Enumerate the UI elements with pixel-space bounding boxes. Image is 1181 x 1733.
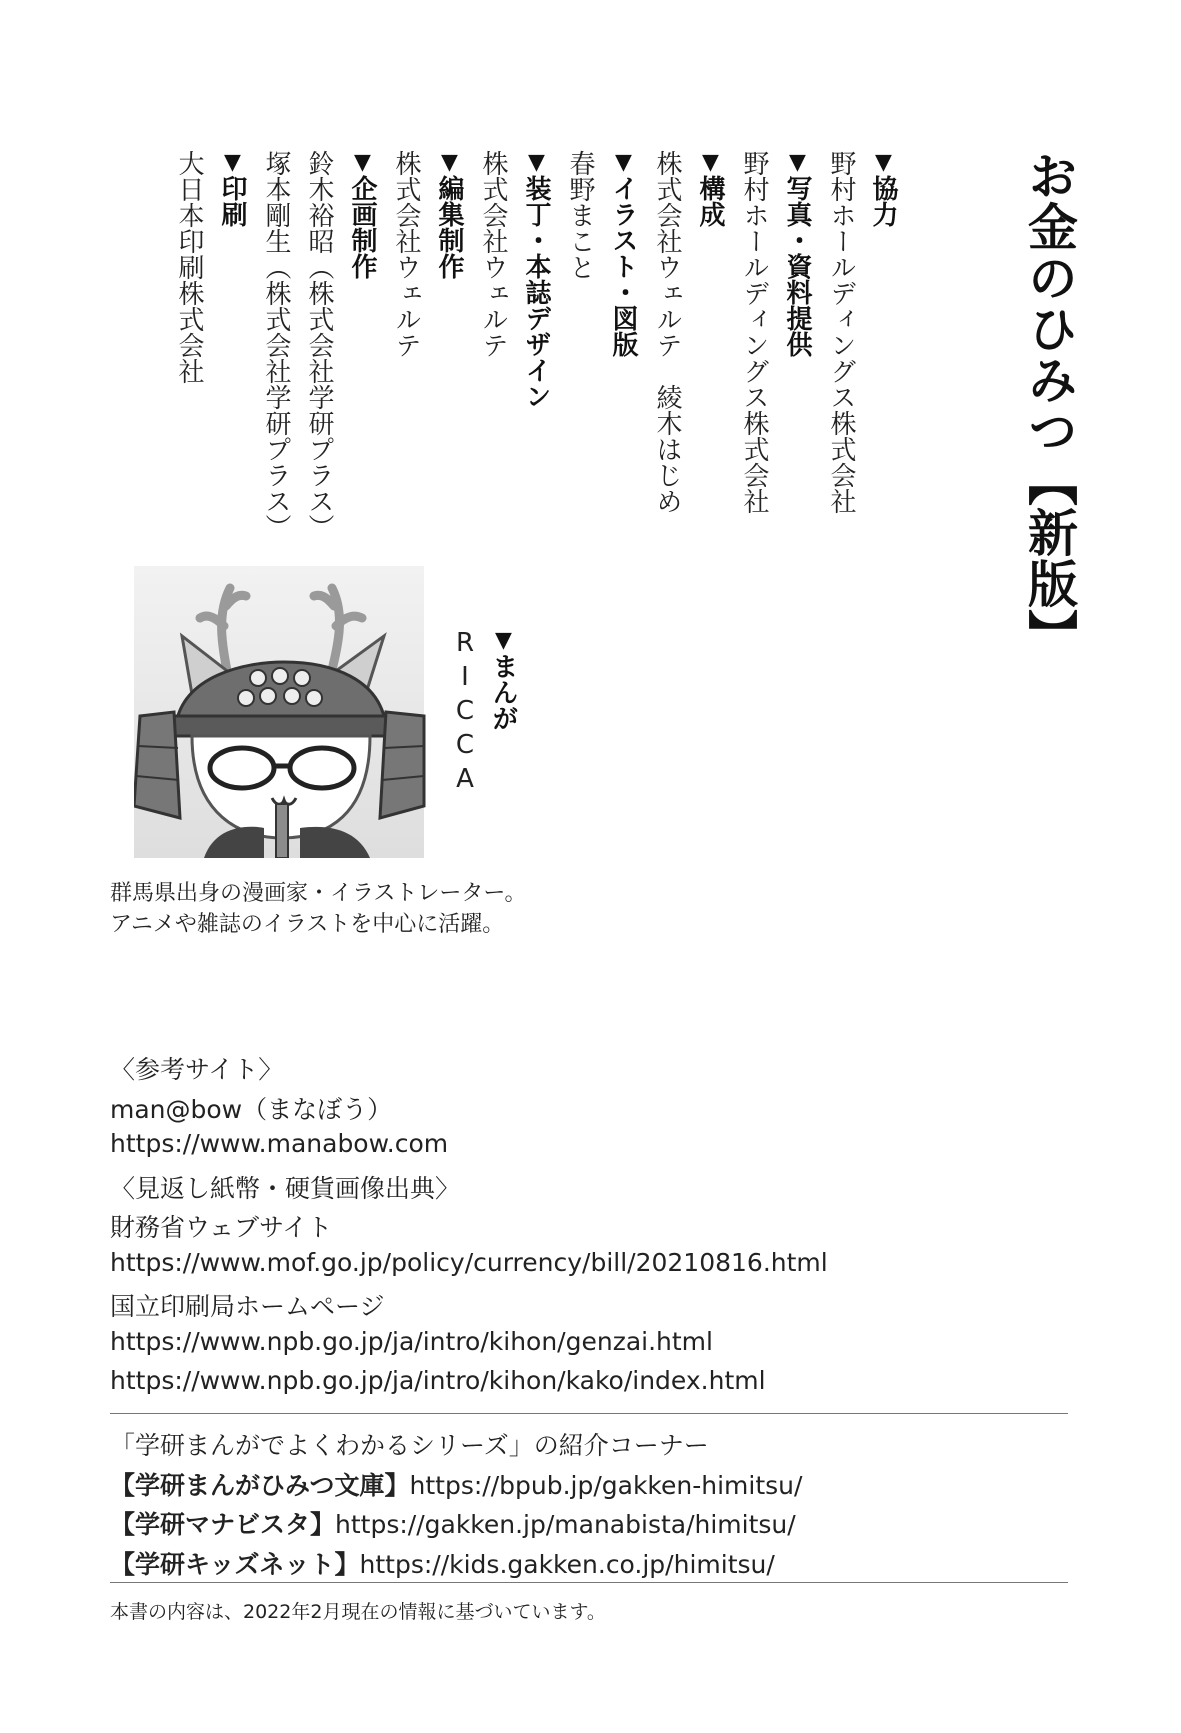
divider [110,1582,1068,1583]
reference-heading: 〈見返し紙幣・硬貨画像出典〉 [110,1174,461,1203]
manga-heading: ▼まんが [488,628,518,731]
samurai-cat-icon [134,566,464,858]
reference-url[interactable]: https://www.mof.go.jp/policy/currency/bill/20210816.html [110,1248,828,1277]
reference-item: man@bow（まなぼう） [110,1095,393,1124]
credit-heading-illust: ▼イラスト・図版 [608,150,638,357]
credit-line: 鈴木裕昭（株式会社学研プラス） [304,150,334,540]
reference-url[interactable]: https://www.manabow.com [110,1129,449,1158]
credit-heading-design: ▼装丁・本誌デザイン [521,150,551,409]
reference-item: 財務省ウェブサイト [110,1213,333,1242]
credit-line: 野村ホールディングス株式会社 [826,150,856,514]
reference-url[interactable]: https://www.npb.go.jp/ja/intro/kihon/kako/index.html [110,1366,766,1395]
series-title: 「学研まんがでよくわかるシリーズ」の紹介コーナー [110,1431,709,1460]
credit-heading-kikaku: ▼企画制作 [347,150,377,279]
series-link[interactable]: 【学研まんがひみつ文庫】https://bpub.jp/gakken-himitsu/ [110,1471,803,1500]
credit-heading-kyoryoku: ▼協力 [868,150,898,227]
artist-profile-line: アニメや雑誌のイラストを中心に活躍。 [110,912,505,937]
credit-heading-kosei: ▼構成 [695,150,725,227]
reference-heading: 〈参考サイト〉 [110,1055,284,1084]
credit-line: 大日本印刷株式会社 [174,150,204,384]
info-date-note: 本書の内容は、2022年2月現在の情報に基づいています。 [110,1601,606,1623]
credit-line: 塚本剛生（株式会社学研プラス） [261,150,291,540]
credit-heading-photo: ▼写真・資料提供 [782,150,812,357]
divider [110,1413,1068,1414]
reference-item: 国立印刷局ホームページ [110,1292,385,1321]
manga-artist: RICCA [450,628,480,798]
book-title: お金のひみつ【新版】 [1020,150,1078,660]
credit-heading-insatsu: ▼印刷 [217,150,247,227]
credit-line: 野村ホールディングス株式会社 [739,150,769,514]
manga-character-illustration [134,566,464,858]
credit-line: 株式会社ウェルテ [391,150,421,358]
artist-profile-line: 群馬県出身の漫画家・イラストレーター。 [110,881,527,906]
credit-line: 春野まこと [565,150,595,280]
series-link[interactable]: 【学研キッズネット】https://kids.gakken.co.jp/himitsu/ [110,1550,775,1579]
credit-line: 株式会社ウェルテ 綾木はじめ [652,150,682,514]
series-link[interactable]: 【学研マナビスタ】https://gakken.jp/manabista/himitsu/ [110,1510,796,1539]
credit-heading-henshu: ▼編集制作 [434,150,464,279]
reference-url[interactable]: https://www.npb.go.jp/ja/intro/kihon/genzai.html [110,1327,713,1356]
credit-line: 株式会社ウェルテ [478,150,508,358]
